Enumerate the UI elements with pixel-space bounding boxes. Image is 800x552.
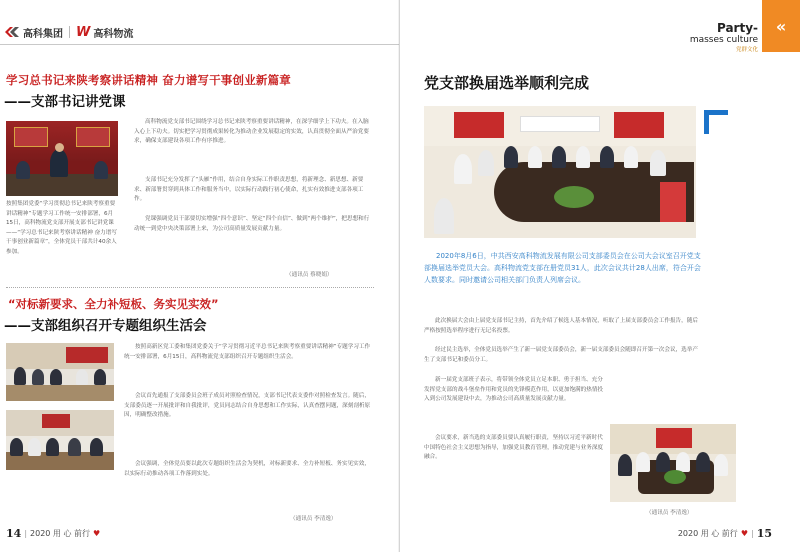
- corner-accent: [704, 110, 728, 134]
- article2-subtitle: ——支部组织召开专题组织生活会: [4, 318, 207, 334]
- article-reporter: （通讯员 李清逸）: [646, 510, 693, 516]
- article-paragraph: 此次换届大会由上届党支部书记主持，首先介绍了候选人基本情况，听取了上届支部委员会工作报告，随后严格按照选举程序进行无记名投票。: [424, 318, 698, 334]
- left-footer: 14 | 2020 用 心 前行 ♥: [6, 527, 101, 540]
- article2-reporter: （通讯员 李清逸）: [290, 516, 337, 522]
- article1-paragraph: 高科物流党支部书记围绕学习总书记来陕考察重要讲话精神，在深学细学上下功夫。在入脑入心上下功夫。切实把学习贯彻成果转化为推动企业发展稳定的实效，认真贯彻全面从严治党要求，确保支部建设各项工作有序推进。: [134, 119, 369, 145]
- section-title-en2: masses culture: [689, 35, 758, 45]
- article2-paragraph: 会议强调，全体党员要以此次专题组织生活会为契机，对标新要求、全力补短板、务实见实效，以实际行动推动各项工作落到实处。: [124, 461, 370, 477]
- group-logo-icon: [4, 26, 20, 38]
- page-number-left: 14: [6, 527, 22, 540]
- section-tab: [762, 0, 800, 52]
- heart-icon: ♥: [93, 529, 101, 538]
- article-separator: [6, 287, 374, 288]
- article1-title: 学习总书记来陕考察讲话精神 奋力谱写干事创业新篇章: [6, 73, 292, 87]
- footer-slogan-right: 2020 用 心 前行: [677, 529, 738, 538]
- header-divider: [0, 44, 400, 45]
- double-chevron-left-icon: «: [775, 16, 787, 36]
- brand-logistics-name: 高科物流: [93, 28, 134, 40]
- article-lead: 2020年8月6日，中共西安高科物流发展有限公司支部委员会在公司大会议室召开党支部换届选举党员大会。高科物流党支部在册党员31人，此次会议共计28人出席，符合开会人数要求。同时邀请公司相关部门负责人列席会议。: [424, 252, 701, 284]
- section-title-cn: 党群文化: [735, 47, 758, 53]
- article2-paragraph: 会议首先通报了支部委员会班子成员对照检查情况，支部书记代表支委作对照检查发言。随后，支部委员逐一开展批评和自我批评，党员同志结合自身思想和工作实际，认真查摆问题，深刻剖析原因，明确整改措施。: [124, 393, 371, 419]
- brand-group-name: 高科集团: [23, 28, 63, 40]
- section-title-en1: Party-: [716, 21, 758, 35]
- article1-subtitle: ——支部书记讲党课: [4, 94, 126, 110]
- right-footer: 2020 用 心 前行 ♥ | 15: [677, 527, 772, 540]
- article-side-photo: [610, 424, 736, 502]
- article2-paragraph: 按照高新区党工委和集团党委关于“学习贯彻习近平总书记来陕考察重要讲话精神”专题学习工作统一安排部署，6月15日，高科物流党支部组织召开专题组织生活会。: [124, 344, 371, 360]
- article2-photo-top: [6, 343, 114, 401]
- article1-paragraph: 支部书记充分发挥了“头雁”作用，结合自身实际工作职责思想，将新理念、新思想、新要求、新部署贯穿到具体工作和服务当中，以实际行动践行初心使命，扎实有效推进支部各项工作。: [134, 177, 364, 203]
- logo-divider: [69, 26, 70, 38]
- footer-slogan-left: 2020 用 心 前行: [30, 529, 91, 538]
- article1-caption: 按照集团党委“学习贯彻总书记来陕考察重要讲话精神”专题学习工作统一安排部署，6月15日，高科物流党支部开展支部书记讲党课——“学习总书记来陕考察讲话精神 奋力谱写干事创业新篇章”，全体党员干部共计40余人参加。: [6, 201, 117, 255]
- logistics-logo-mark: W: [76, 24, 91, 40]
- article2-photo-bottom: [6, 410, 114, 470]
- article-paragraph: 经过民主选举，全体党员选举产生了新一届党支部委员会，新一届支部委员会随即召开第一次会议，选举产生了支部书记和委员分工。: [424, 347, 698, 363]
- article1-reporter: （通讯员 蔡晓娟）: [286, 272, 333, 278]
- article-paragraph: 新一届党支部班子表示，将带领全体党员立足本职、勇于担当、充分发挥党支部的战斗堡垒作用和党员的先锋模范作用，以更加饱满的热情投入到公司发展建设中去，为推动公司高质量发展贡献力量。: [424, 377, 604, 403]
- logo-bar: [4, 24, 133, 40]
- section-header: [690, 22, 758, 54]
- article1-photo: [6, 121, 118, 196]
- article-paragraph: 会议要求，新当选的支部委员要认真履行职责，坚持以习近平新时代中国特色社会主义思想为指导，加强党员教育管理，推动党建与业务深度融合。: [424, 435, 604, 461]
- heart-icon: ♥: [740, 529, 748, 538]
- article1-paragraph: 党课强调党员干部要切实增强“四个意识”、坚定“四个自信”、做到“两个维护”，把思想和行动统一到党中央决策部署上来，为公司高质量发展贡献力量。: [134, 216, 370, 232]
- page-number-right: 15: [756, 527, 772, 540]
- article2-title: “对标新要求、全力补短板、务实见实效”: [8, 297, 219, 311]
- article-title: 党支部换届选举顺利完成: [424, 74, 590, 92]
- right-page: [400, 0, 800, 552]
- article-main-photo: [424, 106, 696, 238]
